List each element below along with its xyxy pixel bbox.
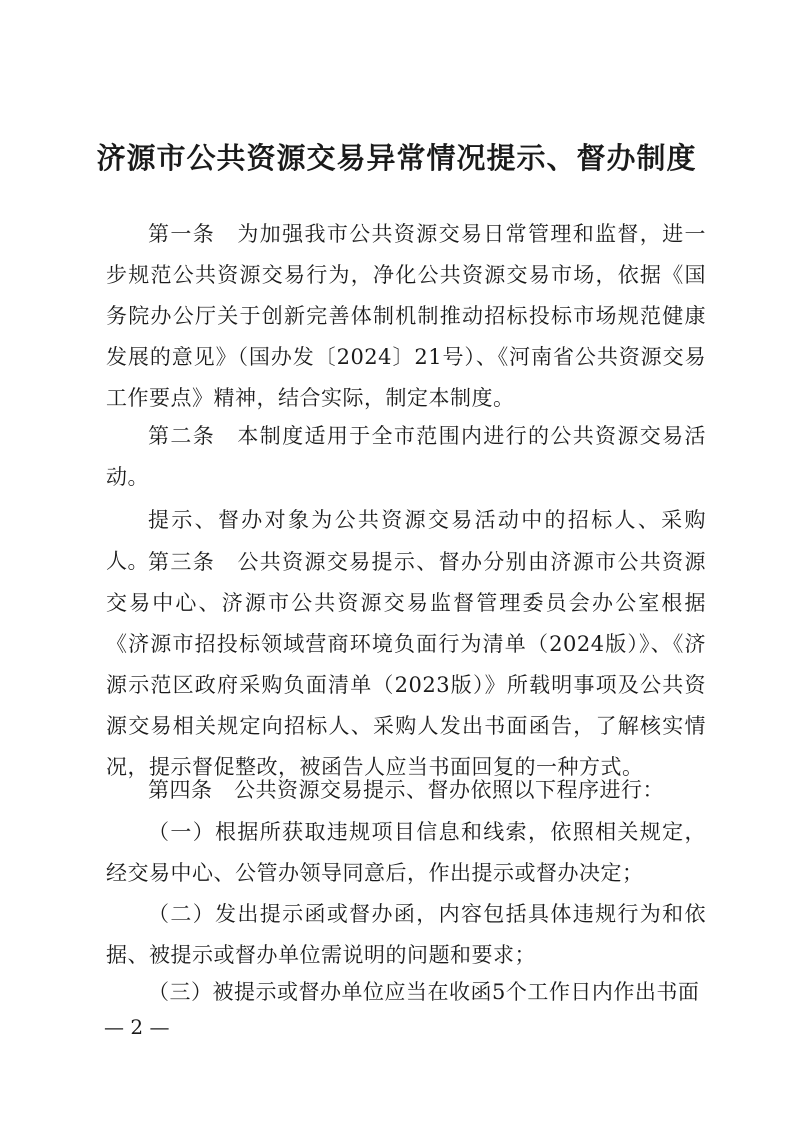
article-4-paragraph: 第四条 公共资源交易提示、督办依照以下程序进行： — [148, 778, 664, 802]
procedure-item-1: （一）根据所获取违规项目信息和线索，依照相关规定，经交易中心、公管办领导同意后，作出提示或督办决定； — [106, 820, 706, 885]
article-2-scope-paragraph: 提示、督办对象为公共资源交易活动中的招标人、采购人。 — [106, 508, 706, 573]
procedure-item-2: （二）发出提示函或督办函，内容包括具体违规行为和依据、被提示或督办单位需说明的问题和要求； — [106, 902, 706, 967]
document-title: 济源市公共资源交易异常情况提示、督办制度 — [96, 141, 697, 175]
page-number: — 2 — — [104, 1015, 170, 1039]
article-3-paragraph: 第三条 公共资源交易提示、督办分别由济源市公共资源交易中心、济源市公共资源交易监督管理委员会办公室根据《济源市招投标领域营商环境负面行为清单（2024版）》、《济源示范区政府采购负面清单（2023版）》所载明事项及公共资源交易相关规定向招标人、采购人发出书面函告，了解核实情况，提示督促整改，被函告人应当书面回复的一种方式。 — [106, 550, 706, 779]
procedure-item-3: （三）被提示或督办单位应当在收函5个工作日内作出书面 — [148, 980, 700, 1004]
article-1-paragraph: 第一条 为加强我市公共资源交易日常管理和监督，进一步规范公共资源交易行为，净化公共资源交易市场，依据《国务院办公厅关于创新完善体制机制推动招标投标市场规范健康发展的意见》（国办发〔2024〕21号）、《河南省公共资源交易工作要点》精神，结合实际，制定本制度。 — [106, 222, 706, 410]
article-2-paragraph: 第二条 本制度适用于全市范围内进行的公共资源交易活动。 — [106, 424, 706, 489]
